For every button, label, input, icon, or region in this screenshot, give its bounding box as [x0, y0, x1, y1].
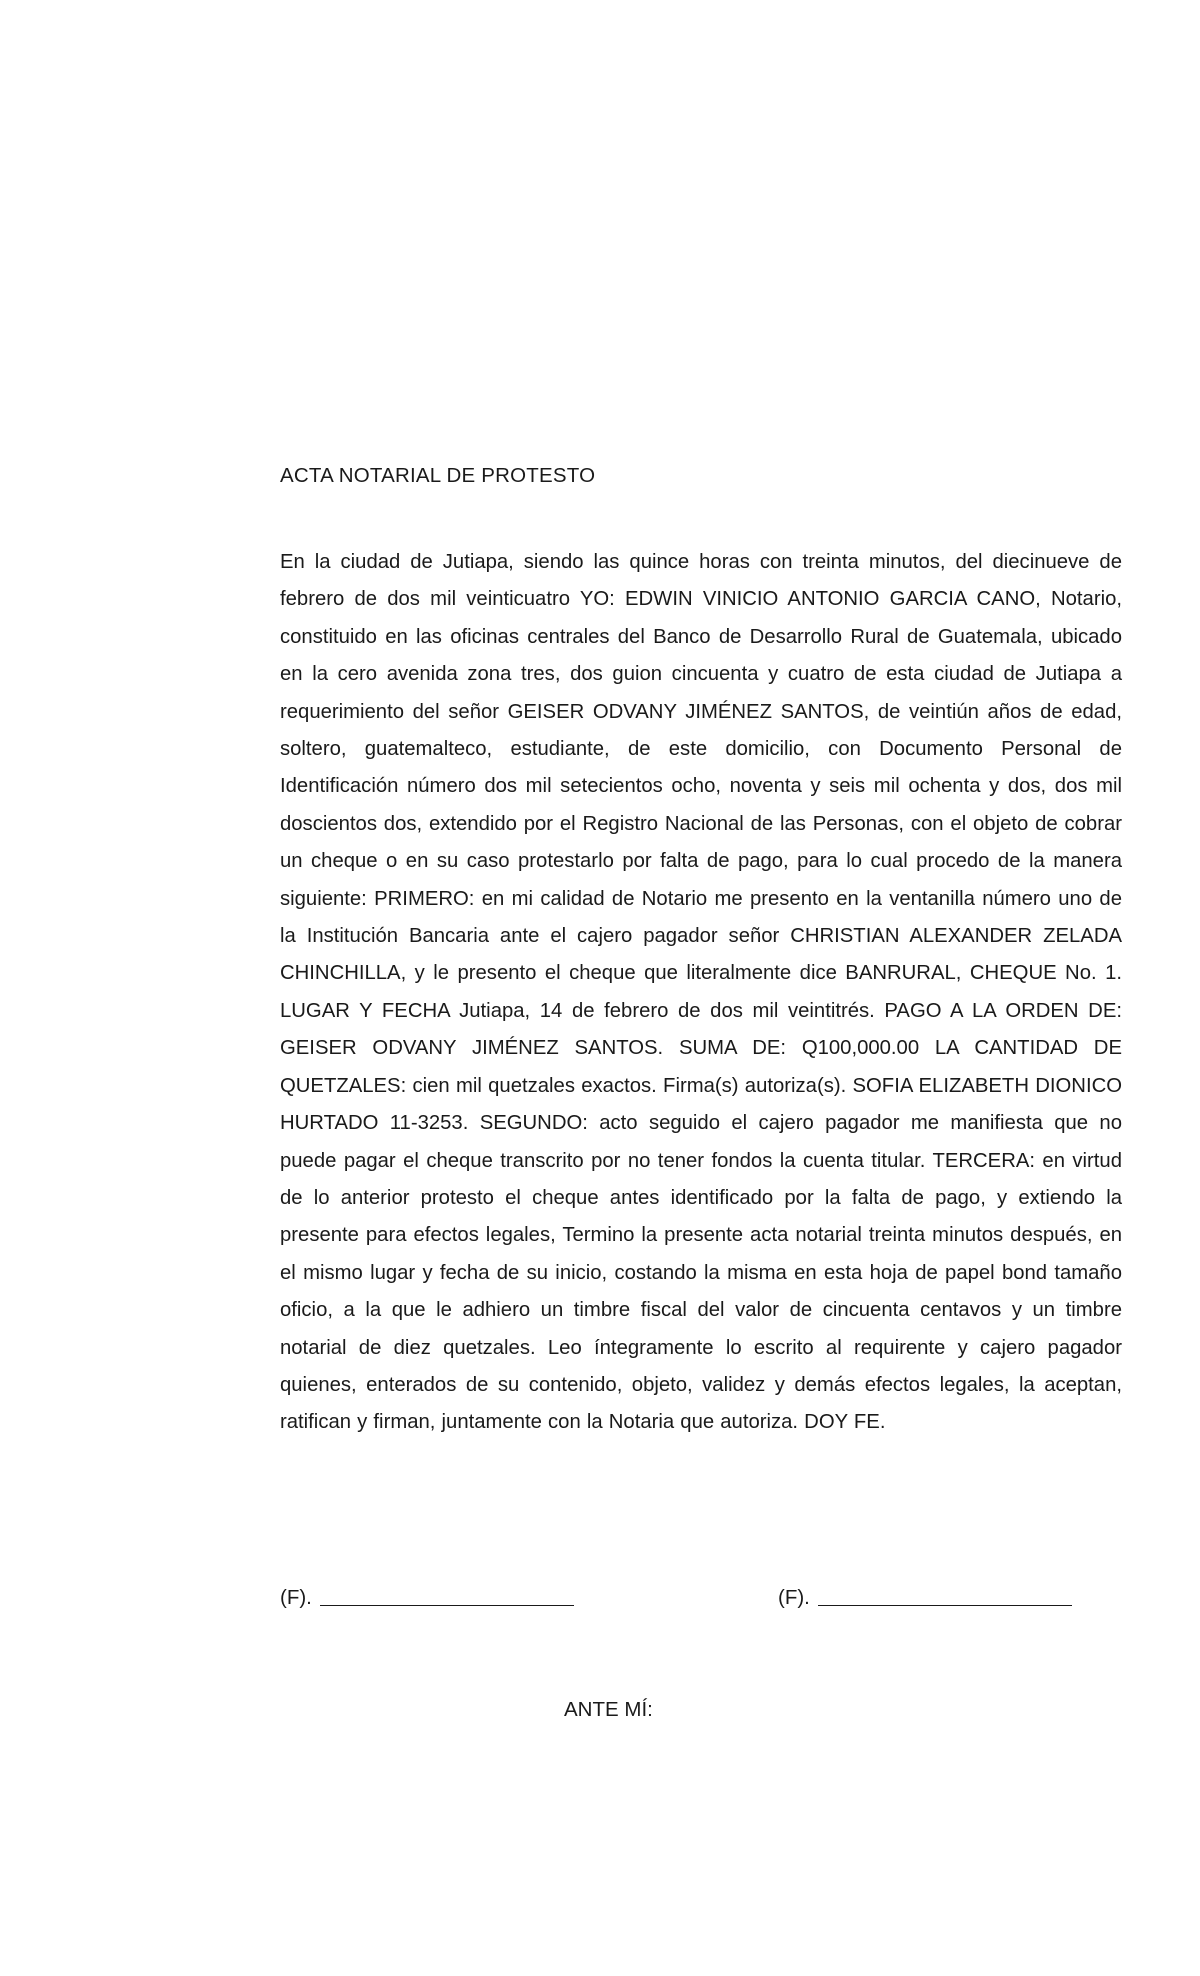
signature-line-left — [320, 1605, 574, 1606]
document-body: En la ciudad de Jutiapa, siendo las quince horas con treinta minutos, del diecinueve de febrero de dos mil veinticuatro YO: EDWIN VINICIO ANTONIO GARCIA CANO, Notario, constituido en las oficinas centrales del Banco de Desarrollo Rural de Guatemala, ubicado en la cero avenida zona tres, dos guion cincuenta y cuatro de esta ciudad de Jutiapa a requerimiento del señor GEISER ODVANY JIMÉNEZ SANTOS, de veintiún años de edad, soltero, guatemalteco, estudiante, de este domicilio, con Documento Personal de Identificación número dos mil setecientos ocho, noventa y seis mil ochenta y dos, dos mil doscientos dos, extendido por el Registro Nacional de las Personas, con el objeto de cobrar un cheque o en su caso protestarlo por falta de pago, para lo cual procedo de la manera siguiente: PRIMERO: en mi calidad de Notario me presento en la ventanilla número uno de la Institución Bancaria ante el cajero pagador señor CHRISTIAN ALEXANDER ZELADA CHINCHILLA, y le presento el cheque que literalmente dice BANRURAL, CHEQUE No. 1. LUGAR Y FECHA Jutiapa, 14 de febrero de dos mil veintitrés. PAGO A LA ORDEN DE: GEISER ODVANY JIMÉNEZ SANTOS. SUMA DE: Q100,000.00 LA CANTIDAD DE QUETZALES: cien mil quetzales exactos. Firma(s) autoriza(s). SOFIA ELIZABETH DIONICO HURTADO 11-3253. SEGUNDO: acto seguido el cajero pagador me manifiesta que no puede pagar el cheque transcrito por no tener fondos la cuenta titular. TERCERA: en virtud de lo anterior protesto el cheque antes identificado por la falta de pago, y extiendo la presente para efectos legales, Termino la presente acta notarial treinta minutos después, en el mismo lugar y fecha de su inicio, costando la misma en esta hoja de papel bond tamaño oficio, a la que le adhiero un timbre fiscal del valor de cincuenta centavos y un timbre notarial de diez quetzales. Leo íntegramente lo escrito al requirente y cajero pagador quienes, enterados de su contenido, objeto, validez y demás efectos legales, la aceptan, ratifican y firman, juntamente con la Notaria que autoriza. DOY FE. — [280, 551, 1122, 1434]
ante-mi-label: ANTE MÍ: — [564, 1698, 653, 1721]
signature-line-right — [818, 1605, 1072, 1606]
document-title: ACTA NOTARIAL DE PROTESTO — [280, 464, 596, 487]
signature-block-left — [280, 1586, 574, 1610]
signature-block-right — [778, 1586, 1072, 1610]
signature-label-right: (F). — [778, 1586, 810, 1609]
signature-label-left: (F). — [280, 1586, 312, 1609]
